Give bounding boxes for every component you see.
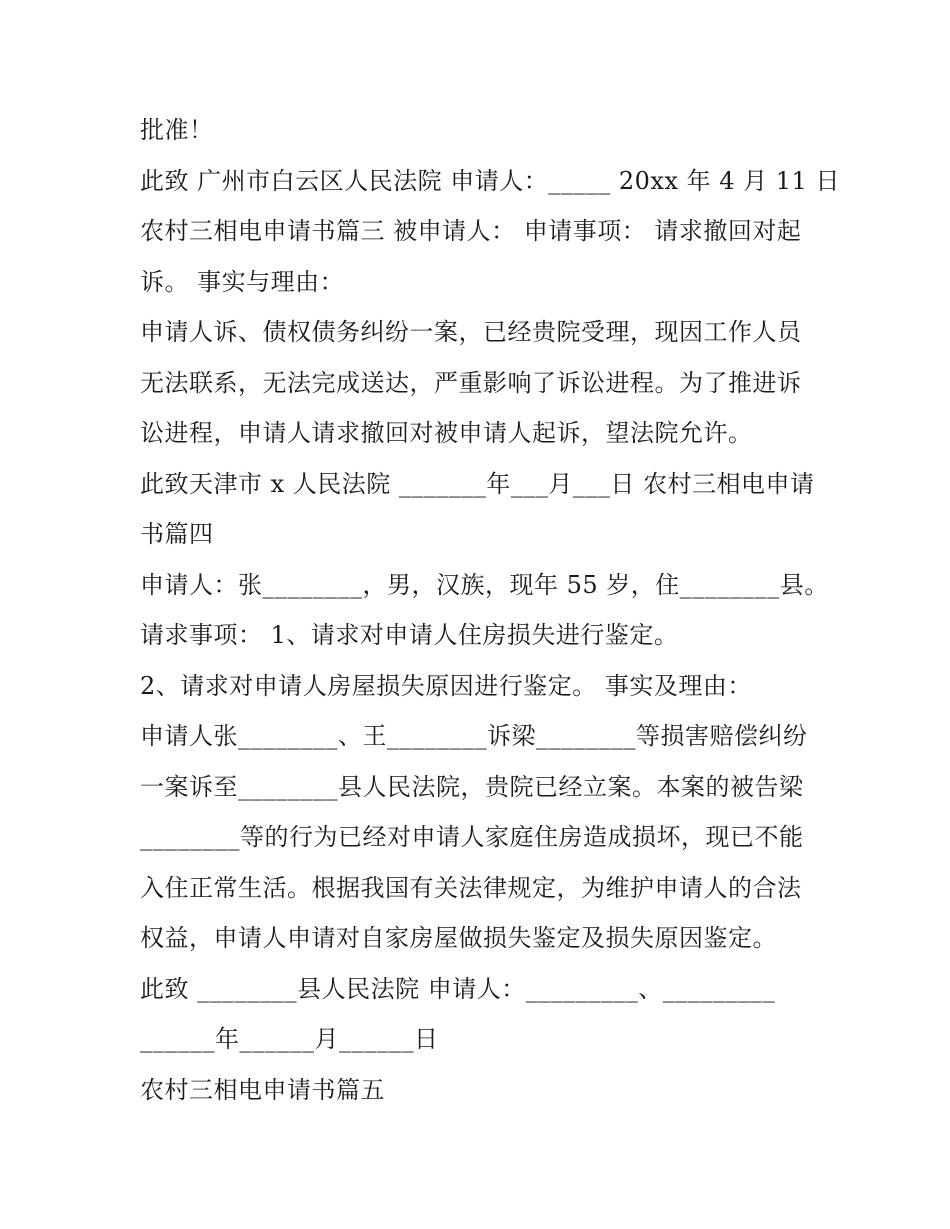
- text-line: 2、请求对申请人房屋损失原因进行鉴定。 事实及理由：: [140, 672, 752, 700]
- text-line: 一案诉至________县人民法院，贵院已经立案。本案的被告梁: [140, 773, 804, 801]
- text-line: ________等的行为已经对申请人家庭住房造成损坏，现已不能: [140, 823, 804, 851]
- text-line: 申请人张________、王________诉梁________等损害赔偿纠纷: [140, 722, 808, 750]
- text-line: 此致天津市 x 人民法院 _______年___月___日 农村三相电申请: [140, 470, 815, 498]
- text-line: 书篇四: [140, 520, 214, 548]
- text-line: 入住正常生活。根据我国有关法律规定，为维护申请人的合法: [140, 874, 802, 902]
- text-line: 申请人诉、债权债务纠纷一案，已经贵院受理，现因工作人员: [140, 318, 802, 346]
- text-line: 权益，申请人申请对自家房屋做损失鉴定及损失原因鉴定。: [140, 924, 777, 952]
- text-line: 无法联系，无法完成送达，严重影响了诉讼进程。为了推进诉: [140, 369, 802, 397]
- text-line: 此致 广州市白云区人民法院 申请人：_____ 20xx 年 4 月 11 日: [140, 167, 840, 195]
- text-line: 申请人：张________，男，汉族，现年 55 岁，住________县。: [140, 571, 829, 599]
- text-line: 批准！: [140, 116, 214, 144]
- text-line: 农村三相电申请书篇五: [140, 1076, 385, 1104]
- text-line: 请求事项： 1、请求对申请人住房损失进行鉴定。: [140, 621, 679, 649]
- text-line: 此致 ________县人民法院 申请人：_________、_________: [140, 975, 776, 1003]
- text-line: 农村三相电申请书篇三 被申请人： 申请事项： 请求撤回对起: [140, 217, 802, 245]
- text-line: 讼进程，申请人请求撤回对被申请人起诉，望法院允许。: [140, 419, 753, 447]
- text-line: 诉。 事实与理由：: [140, 268, 345, 296]
- text-line: ______年______月______日: [140, 1025, 439, 1053]
